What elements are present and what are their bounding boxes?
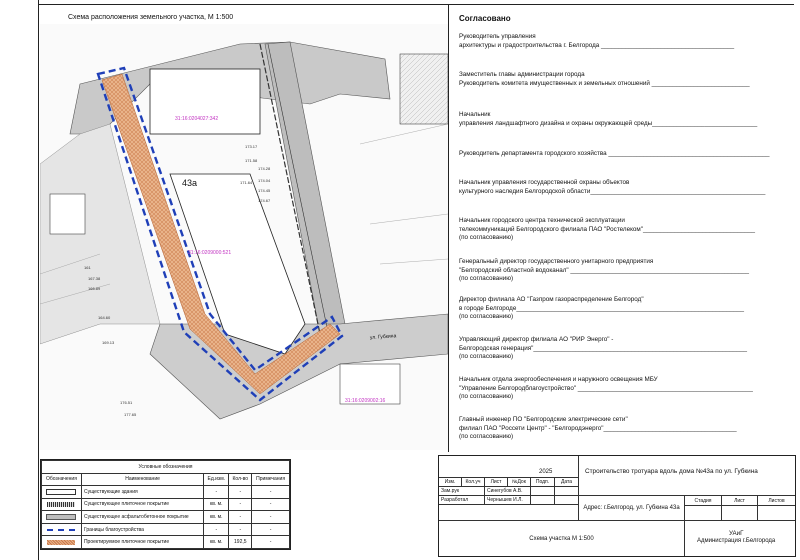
svg-text:166.89: 166.89 (88, 286, 101, 291)
svg-text:171.64: 171.64 (240, 180, 253, 185)
site-plan-map (40, 24, 448, 450)
map-title: Схема расположения земельного участка, М 1:500 (68, 14, 234, 21)
svg-text:174.67: 174.67 (258, 198, 271, 203)
legend-header-qty: Кол-во (229, 473, 252, 486)
col-header-sign: Подп. (531, 478, 555, 487)
role-deputy: Зам.рук (439, 487, 485, 496)
legend-row: Существующие здания - - - (42, 486, 290, 499)
legend-header-symbol: Обозначения (42, 473, 82, 486)
house-number-label: 43а (182, 178, 198, 188)
approval-vodokanal: Генеральный директор государственного унитарного предприятия "Белгородский областной водоканал" ___________________________________________________ (по согласованию) (459, 258, 749, 283)
org-line-1: УАиГ (729, 530, 744, 537)
approval-architecture: Руководитель управления архитектуры и градостроительства г. Белгорода ______________________________________ (459, 33, 735, 49)
approval-electric-networks: Главный инженер ПО "Белгородские электрические сети" филиал ПАО "Россети Центр" - "Белгородэнерго"______________________________________ (по согласованию) (459, 416, 737, 441)
legend-row: Границы благоустройства - - - (42, 523, 290, 536)
approval-rostelecom: Начальник городского центра технической эксплуатации телекоммуникаций Белгородского филиала ПАО "Ростелеком"________________________________ (по согласованию) (459, 217, 756, 242)
svg-text:171.58: 171.58 (245, 158, 258, 163)
sheet-header: Лист (722, 496, 758, 506)
swatch-existing-buildings (46, 489, 76, 495)
svg-text:174.04: 174.04 (258, 178, 271, 183)
swatch-boundary (47, 529, 75, 531)
approval-lighting: Начальник отдела энергообеспечения и наружного освещения МБУ "Управление Белгородблагоустройство" __________________________________________________ (по согласованию) (459, 376, 753, 401)
org-line-2: Администрация г.Белгорода (697, 538, 776, 544)
legend-header-note: Примечания (252, 473, 290, 486)
svg-text:174.28: 174.28 (258, 166, 271, 171)
col-header-count: Кол.уч (462, 478, 485, 487)
legend-header-name: Наименование (81, 473, 203, 486)
role-developer: Разработал (439, 496, 485, 505)
svg-text:173.17: 173.17 (245, 144, 258, 149)
swatch-existing-asphalt (46, 514, 76, 520)
cadastral-label-3: 31:16:0209002:16 (345, 398, 386, 404)
col-header-date: Дата (555, 478, 579, 487)
person-deputy: Синегубов А.В. (485, 487, 531, 496)
svg-text:164.60: 164.60 (98, 315, 111, 320)
svg-text:176.51: 176.51 (120, 400, 133, 405)
approval-gazprom: Директор филиала АО "Газпром газораспределение Белгород" в городе Белгороде_________________________________________________________________ (по согласованию) (459, 296, 744, 321)
approval-landscape: Начальник управления ландшафтного дизайна и охраны окружающей среды______________________________ (459, 111, 758, 127)
sheets-header: Листов (758, 496, 795, 506)
drawing-name: Схема участка М 1:500 (439, 521, 685, 556)
building-east (400, 54, 448, 124)
legend-table (40, 459, 291, 550)
approval-rir-energo: Управляющий директор филиала АО "РИР Энерго" - Белгородская генерация"_____________________________________________________________ (по согласованию) (459, 336, 748, 361)
svg-text:167.38: 167.38 (88, 276, 101, 281)
approval-property: Заместитель главы администрации города Руководитель комитета имущественных и земельных отношений ____________________________ (459, 71, 750, 87)
svg-text:177.65: 177.65 (124, 412, 137, 417)
swatch-existing-tile (47, 502, 75, 507)
legend-row: Проектируемое плиточное покрытие кв. м. 192,5 - (42, 536, 290, 549)
approval-heritage: Начальник управления государственной охраны объектов культурного наследия Белгородской области__________________________________________________ (459, 179, 766, 195)
cadastral-label-2: 31:16:0209000:521 (188, 250, 232, 256)
stage-header: Стадия (685, 496, 722, 506)
legend-row: Существующее асфальтобетонное покрытие кв. м. - - (42, 511, 290, 524)
svg-text:174.45: 174.45 (258, 188, 271, 193)
legend-title: Условные обозначения (42, 461, 290, 474)
svg-text:169.13: 169.13 (102, 340, 115, 345)
street-label: ул. Губкина (369, 333, 397, 341)
cadastral-label-1: 31:16:0204027:342 (175, 116, 219, 122)
col-header-doc: №Док (508, 478, 531, 487)
approval-city-economy: Руководитель департамента городского хозяйства ______________________________________________ (459, 150, 770, 157)
legend-header-unit: Ед.изм. (204, 473, 229, 486)
approvals-panel (448, 4, 795, 452)
building-north (150, 69, 260, 134)
title-block (438, 455, 796, 557)
project-title: Строительство тротуара вдоль дома №43а по ул. Губкина (585, 468, 758, 475)
person-developer: Чернышев И.Л. (485, 496, 531, 505)
col-header-change: Изм. (439, 478, 462, 487)
year-label: 2025 (539, 469, 553, 475)
legend-row: Существующее плиточное покрытие кв. м. - - (42, 498, 290, 511)
building-small-west (50, 194, 85, 234)
swatch-projected-tile (47, 540, 75, 545)
col-header-sheet: Лист (485, 478, 508, 487)
address-label: Адрес: г.Белгород, ул. Губкина 43а (579, 496, 685, 521)
approvals-title: Согласовано (459, 14, 511, 23)
svg-text:161: 161 (84, 265, 91, 270)
